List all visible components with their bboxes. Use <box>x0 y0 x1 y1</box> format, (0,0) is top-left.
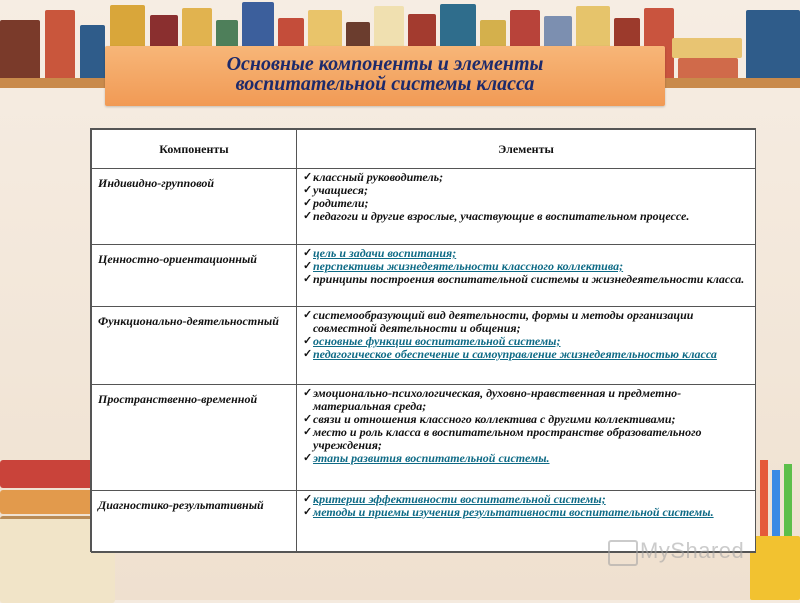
element-text: место и роль класса в воспитательном пространстве образовательного учреждения; <box>313 425 702 452</box>
list-item[interactable] <box>303 452 749 465</box>
title-banner <box>105 46 665 106</box>
table-row <box>92 245 756 307</box>
element-link[interactable]: основные функции воспитательной системы; <box>313 334 561 348</box>
table-row <box>92 307 756 385</box>
list-item <box>303 273 749 286</box>
element-text: эмоционально-психологическая, духовно-нравственная и предметно-материальная среда; <box>313 386 682 413</box>
book-spine <box>45 10 75 80</box>
book-spine <box>746 10 800 80</box>
elements-list <box>303 247 749 286</box>
component-cell: Функционально-деятельностный <box>92 307 297 385</box>
element-link[interactable]: этапы развития воспитательной системы. <box>313 451 550 465</box>
watermark-icon <box>608 540 638 566</box>
column-header-components: Компоненты <box>92 130 297 169</box>
book-spine <box>0 20 40 80</box>
pencil <box>760 460 768 540</box>
watermark-text: MyShared <box>640 538 745 563</box>
element-text: классный руководитель; <box>313 170 444 184</box>
element-text: связи и отношения классного коллектива с другими коллективами; <box>313 412 676 426</box>
book-spine <box>678 58 738 80</box>
book-spine <box>672 38 742 58</box>
list-item <box>303 387 749 413</box>
component-cell: Индивидно-групповой <box>92 169 297 245</box>
element-text: учащиеся; <box>313 183 368 197</box>
elements-cell <box>297 245 756 307</box>
book <box>0 490 100 514</box>
list-item <box>303 309 749 335</box>
pencil <box>772 470 780 540</box>
element-text: принципы построения воспитательной системы и жизнедеятельности класса. <box>313 272 745 286</box>
elements-cell <box>297 307 756 385</box>
slide-title-line-1: Основные компоненты и элементы <box>226 53 544 75</box>
table-header-row <box>92 130 756 169</box>
elements-cell <box>297 169 756 245</box>
list-item <box>303 426 749 452</box>
element-link[interactable]: методы и приемы изучения результативности воспитательной системы. <box>313 505 714 519</box>
elements-list <box>303 309 749 361</box>
slide-title-line-2: воспитательной системы класса <box>235 73 535 95</box>
list-item[interactable] <box>303 348 749 361</box>
table-row <box>92 169 756 245</box>
element-link[interactable]: критерии эффективности воспитательной системы; <box>313 492 606 506</box>
elements-cell <box>297 385 756 491</box>
component-cell: Ценностно-ориентационный <box>92 245 297 307</box>
elements-list <box>303 171 749 223</box>
cup <box>750 536 800 600</box>
component-cell: Диагностико-результативный <box>92 491 297 553</box>
element-text: системообразующий вид деятельности, формы и методы организации совместной деятельности и общения; <box>313 308 694 335</box>
list-item[interactable] <box>303 506 749 519</box>
component-cell: Пространственно-временной <box>92 385 297 491</box>
elements-list <box>303 493 749 519</box>
element-link[interactable]: цель и задачи воспитания; <box>313 246 457 260</box>
pencil <box>784 464 792 540</box>
list-item <box>303 171 749 184</box>
element-text: педагоги и другие взрослые, участвующие в воспитательном процессе. <box>313 209 690 223</box>
list-item <box>303 184 749 197</box>
book-spine <box>80 25 105 80</box>
column-header-elements: Элементы <box>297 130 756 169</box>
element-link[interactable]: перспективы жизнедеятельности классного коллектива; <box>313 259 624 273</box>
table-row <box>92 385 756 491</box>
components-table <box>90 128 756 552</box>
element-text: родители; <box>313 196 369 210</box>
elements-list <box>303 387 749 465</box>
list-item <box>303 210 749 223</box>
element-link[interactable]: педагогическое обеспечение и самоуправление жизнедеятельностью класса <box>313 347 717 361</box>
